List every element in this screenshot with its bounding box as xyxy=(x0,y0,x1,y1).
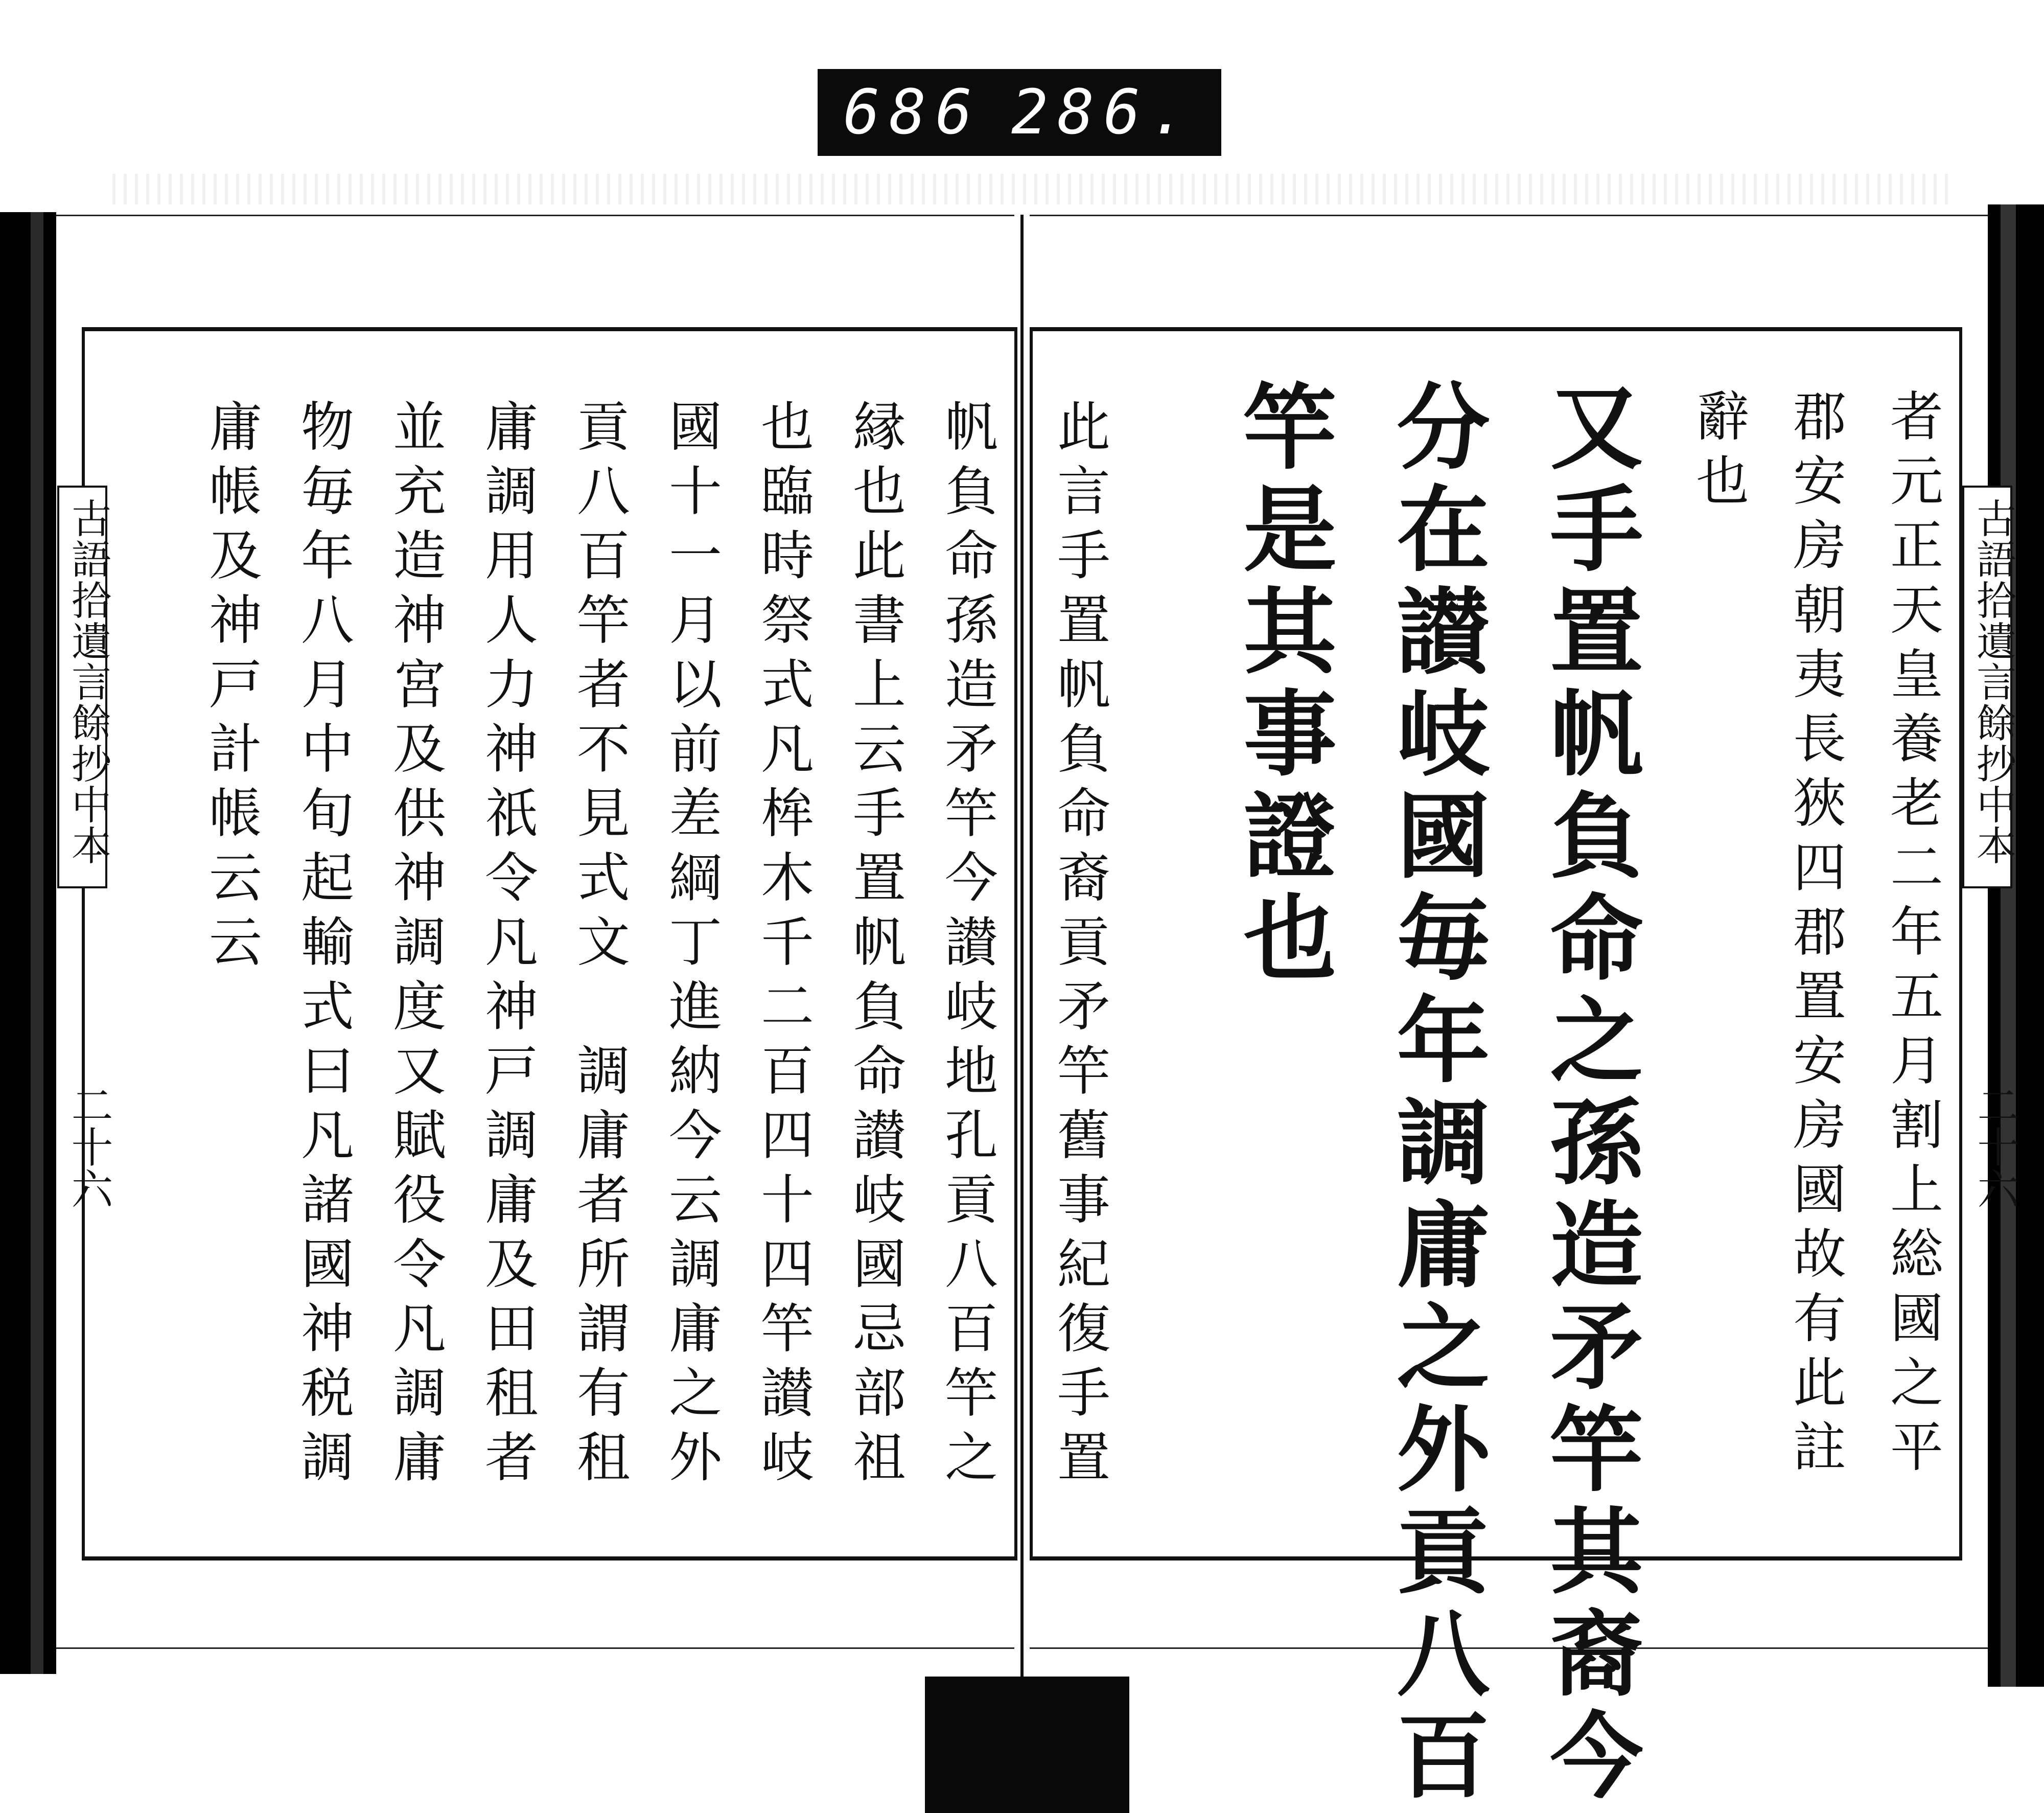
left-margin-title: 古語拾遺言餘抄中本 xyxy=(65,498,111,866)
left-margin-title-box xyxy=(57,486,111,888)
catalog-label xyxy=(818,69,1221,156)
left-margin-page-number: 二十六 xyxy=(64,1084,113,1209)
left-text-column-4: 國十一月以前差綱丁進納今云調庸之外 xyxy=(660,399,722,1494)
scan-noise-strip xyxy=(112,174,1952,204)
left-frame-inner xyxy=(1014,327,1017,1560)
left-text-column-6: 庸調用人力神祇令凡神戸調庸及田租者 xyxy=(476,399,538,1494)
catalog-number-right: 286. xyxy=(1011,77,1196,148)
gutter-line xyxy=(1020,215,1024,1697)
left-volume-edge xyxy=(0,212,56,1674)
spine-shadow xyxy=(925,1677,1129,1813)
main-text-column-2: 分在讃岐國毎年調庸之外貢八百 xyxy=(1382,378,1491,1809)
right-frame-bottom xyxy=(1030,1556,1962,1560)
left-frame-top xyxy=(82,327,1014,331)
left-text-column-7: 並充造神宮及供神調度又賦役令凡調庸 xyxy=(384,399,446,1494)
right-frame-top xyxy=(1030,327,1962,331)
right-margin-title-box xyxy=(1962,486,2016,888)
main-text-column-3: 竿是其事證也 xyxy=(1228,378,1338,992)
main-text-column-1: 又手置帆負命之孫造矛竿其裔今 xyxy=(1535,378,1644,1809)
right-margin-page-number: 二十六 xyxy=(1970,1084,2019,1209)
left-text-column-3: 也臨時祭式凡桙木千二百四十四竿讃岐 xyxy=(752,399,814,1494)
right-frame-inner xyxy=(1030,327,1033,1560)
catalog-number-left: 686 xyxy=(843,77,982,148)
right-volume-edge xyxy=(1988,204,2044,1687)
right-text-column-3: 辭也 xyxy=(1687,388,1749,517)
left-text-column-1: 帆負命孫造矛竿今讃岐地孔貢八百竿之 xyxy=(936,399,998,1494)
left-text-column-8: 物毎年八月中旬起輸式曰凡諸國神税調 xyxy=(292,399,354,1494)
left-text-column-5: 貢八百竿者不見式文 調庸者所謂有租 xyxy=(568,399,630,1494)
right-text-column-2: 郡安房朝夷長狹四郡置安房國故有此註 xyxy=(1784,388,1846,1483)
right-text-column-1: 者元正天皇養老二年五月割上総國之平 xyxy=(1881,388,1943,1483)
left-frame-bottom xyxy=(82,1556,1014,1560)
left-text-column-9: 庸帳及神戸計帳云云 xyxy=(200,399,262,978)
right-margin-title: 古語拾遺言餘抄中本 xyxy=(1970,498,2016,866)
left-text-column-2: 縁也此書上云手置帆負命讃岐國忌部祖 xyxy=(844,399,906,1494)
commentary-column-1: 此言手置帆負命裔貢矛竿舊事紀復手置 xyxy=(1048,399,1110,1494)
